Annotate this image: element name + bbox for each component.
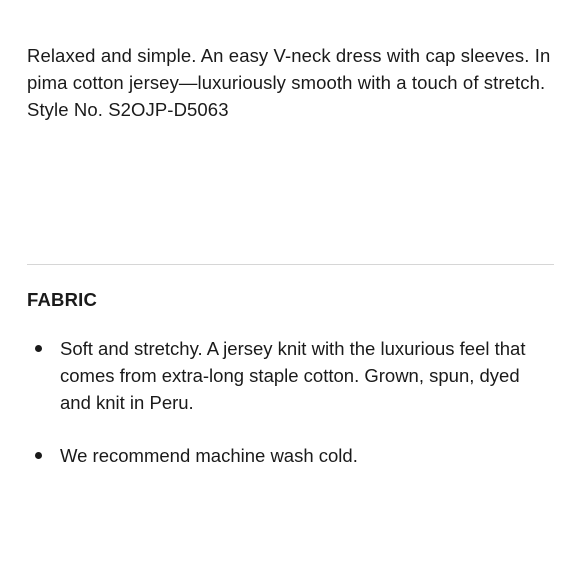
fabric-section-title: FABRIC <box>27 289 98 310</box>
description-text: Relaxed and simple. An easy V-neck dress with cap sleeves. In pima cotton jersey—luxuriously smooth with a touch of stretch. <box>27 45 551 93</box>
bullet-icon <box>35 345 42 352</box>
style-number: Style No. S2OJP-D5063 <box>27 99 229 120</box>
fabric-details-list <box>27 335 554 495</box>
fabric-detail-text: Soft and stretchy. A jersey knit with the luxurious feel that comes from extra-long staple cotton. Grown, spun, dyed and knit in Peru. <box>60 338 526 413</box>
section-divider <box>27 264 554 265</box>
fabric-care-text: We recommend machine wash cold. <box>60 445 358 466</box>
list-item <box>27 442 554 469</box>
bullet-icon <box>35 452 42 459</box>
list-item <box>27 335 554 416</box>
description-block <box>27 42 557 123</box>
